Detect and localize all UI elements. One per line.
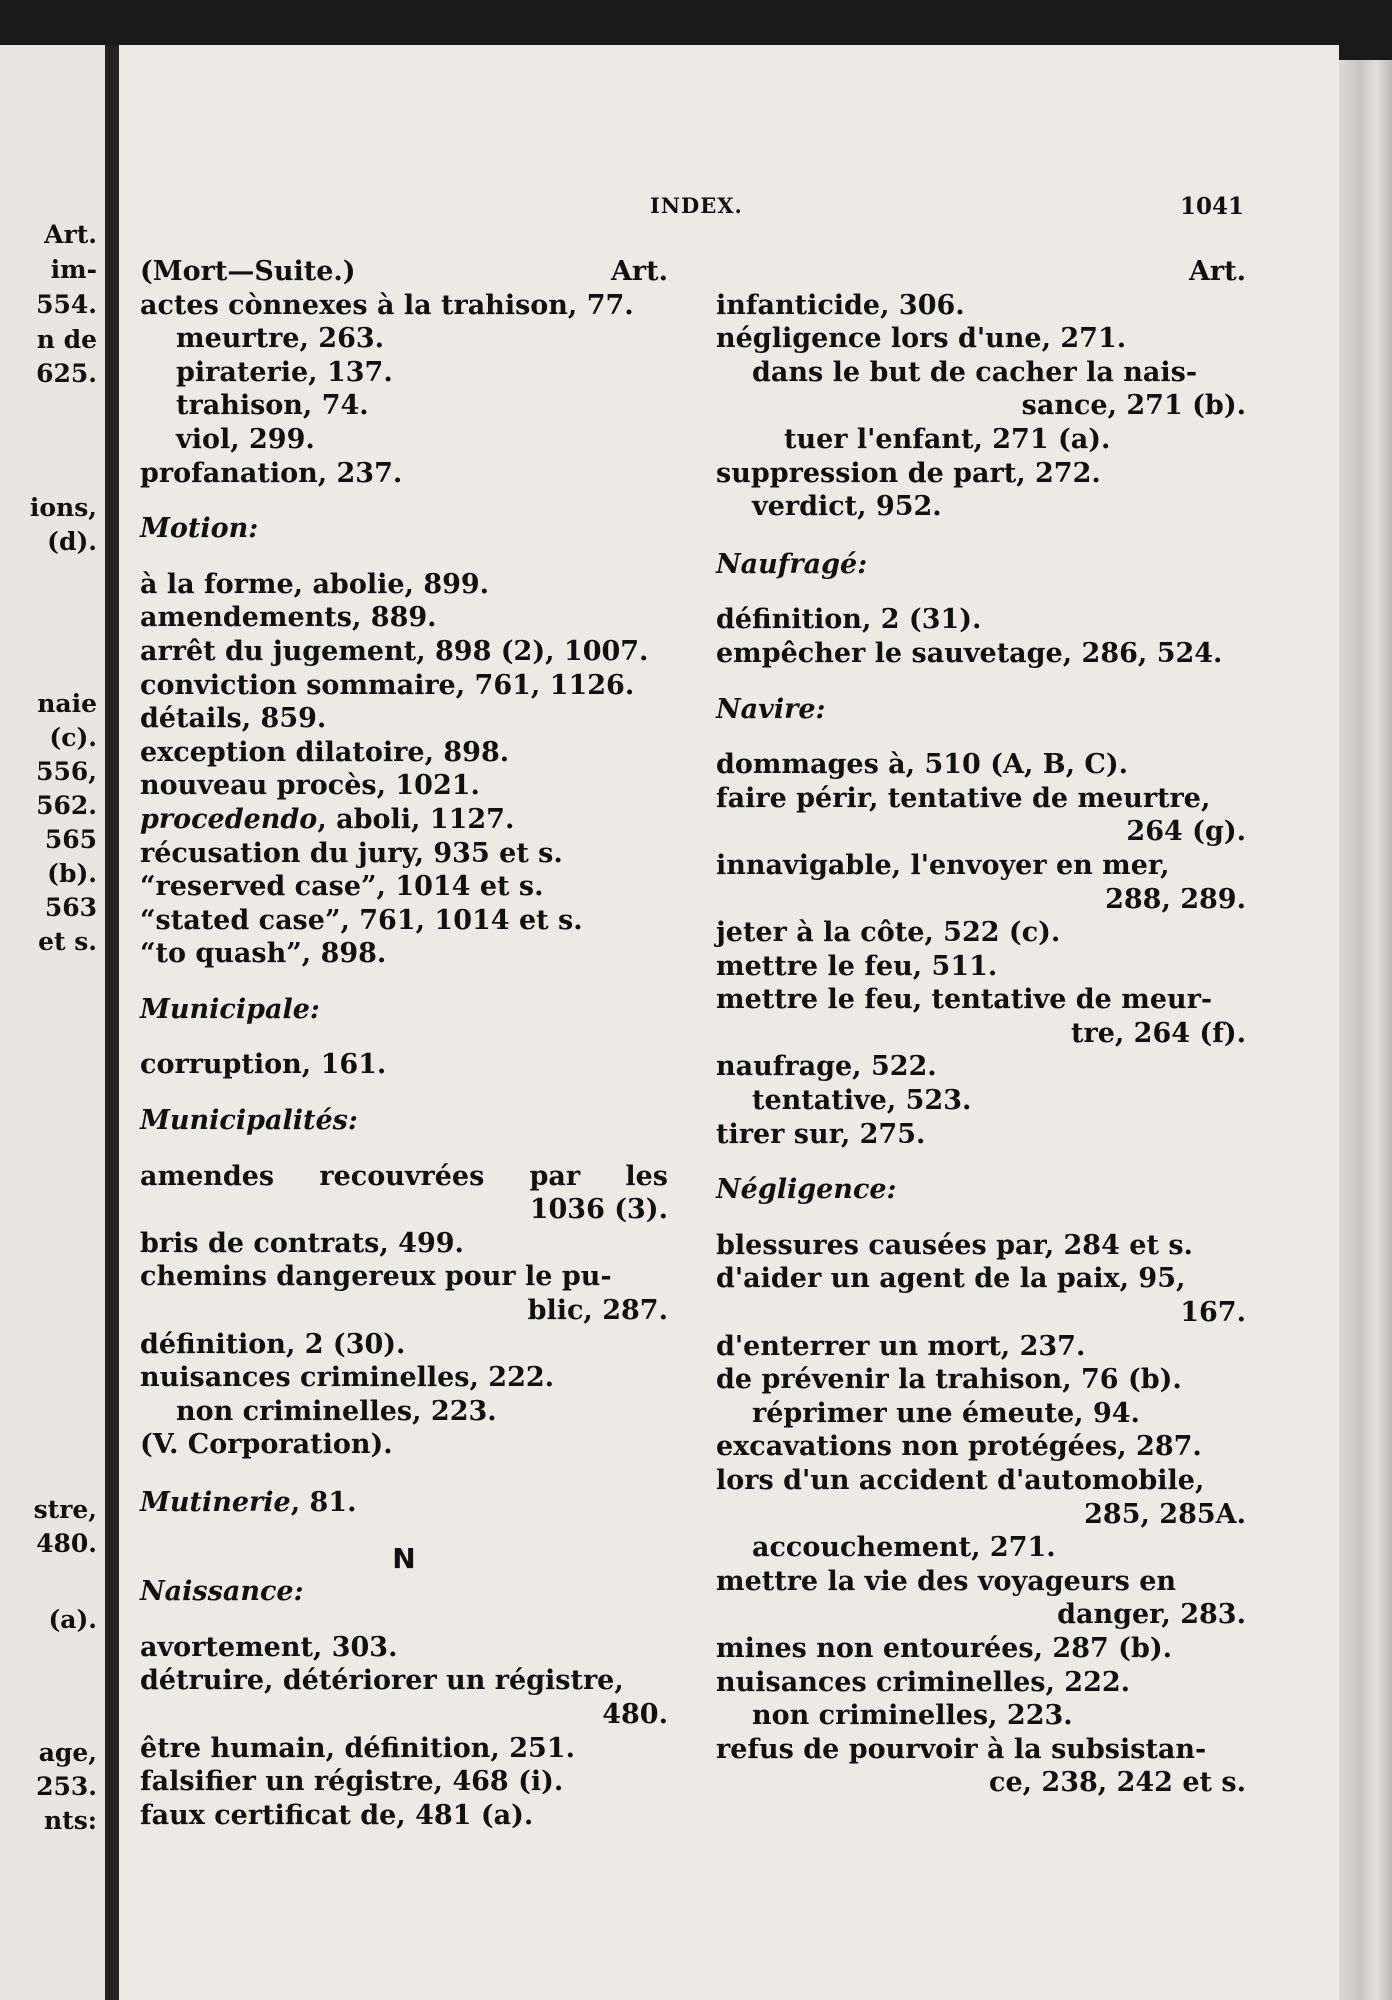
index-entry: négligence lors d'une, 271.: [716, 323, 1127, 355]
index-column-right: [716, 255, 1246, 1800]
index-entry: chemins dangereux pour le pu-: [140, 1261, 612, 1293]
index-entry: d'aider un agent de la paix, 95,: [716, 1263, 1186, 1295]
heading-motion: Motion:: [140, 513, 259, 545]
prev-page-fragment: 625.: [36, 359, 97, 388]
index-entry: nuisances criminelles, 222.: [716, 1666, 1131, 1698]
index-entry: [140, 1160, 668, 1194]
index-entry: mettre la vie des voyageurs en: [716, 1565, 1177, 1597]
index-entry: détails, 859.: [140, 703, 327, 735]
index-entry-ref: 1036 (3).: [529, 1194, 668, 1226]
prev-page-fragment: nts:: [43, 1806, 97, 1835]
index-entry: suppression de part, 272.: [716, 457, 1101, 489]
index-entry: récusation du jury, 935 et s.: [140, 837, 563, 869]
prev-page-fragment: n de: [36, 325, 97, 354]
prev-page-fragment: 480.: [36, 1529, 97, 1558]
word: recouvrées: [319, 1160, 485, 1192]
index-entry: avortement, 303.: [140, 1631, 398, 1663]
index-entry: verdict, 952.: [752, 491, 942, 523]
index-entry: “stated case”, 761, 1014 et s.: [140, 904, 583, 936]
index-entry: définition, 2 (31).: [716, 604, 982, 636]
index-entry-ref: 167.: [1180, 1297, 1246, 1329]
word: les: [625, 1160, 668, 1192]
index-entry: bris de contrats, 499.: [140, 1227, 464, 1259]
heading-naissance: Naissance:: [140, 1576, 304, 1608]
index-entry: corruption, 161.: [140, 1049, 387, 1081]
prev-page-fragment: (b).: [47, 859, 97, 888]
art-label: Art.: [610, 256, 668, 287]
index-entry: excavations non protégées, 287.: [716, 1431, 1202, 1463]
prev-page-fragment: (a).: [48, 1605, 97, 1634]
index-entry: mettre le feu, tentative de meur-: [716, 984, 1213, 1016]
art-label: Art.: [1188, 256, 1246, 287]
prev-page-fragment: 556,: [36, 757, 97, 786]
word: amendes: [140, 1160, 275, 1192]
running-header: INDEX.: [650, 193, 743, 218]
prev-page-fragment: stre,: [33, 1495, 97, 1524]
prev-page-fragment: 562.: [36, 791, 97, 820]
prev-page-fragment: Art.: [44, 220, 97, 249]
index-entry-ref: ce, 238, 242 et s.: [989, 1767, 1246, 1799]
prev-page-fragment: ions,: [29, 493, 97, 522]
index-entry: dommages à, 510 (A, B, C).: [716, 749, 1129, 781]
index-entry: accouchement, 271.: [752, 1532, 1056, 1564]
index-entry: de prévenir la trahison, 76 (b).: [716, 1364, 1182, 1396]
entry-ref: , 81.: [290, 1487, 357, 1518]
index-entry: jeter à la côte, 522 (c).: [716, 917, 1061, 949]
heading-municipalites: Municipalités:: [140, 1105, 358, 1137]
index-entry: “reserved case”, 1014 et s.: [140, 871, 544, 903]
latin-term: procedendo: [140, 803, 318, 835]
index-entry: infanticide, 306.: [716, 289, 965, 321]
index-entry: détruire, détériorer un régistre,: [140, 1665, 624, 1697]
index-entry: définition, 2 (30).: [140, 1328, 406, 1360]
index-entry-ref: 264 (g).: [1126, 816, 1246, 848]
heading-mutinerie: Mutinerie: [140, 1487, 291, 1518]
index-entry: lors d'un accident d'automobile,: [716, 1465, 1205, 1496]
word: par: [529, 1160, 581, 1192]
heading-naufrage: Naufragé:: [716, 548, 868, 580]
entry-ref: , aboli, 1127.: [317, 803, 515, 835]
index-entry: mettre le feu, 511.: [716, 950, 998, 982]
index-entry: empêcher le sauvetage, 286, 524.: [716, 637, 1223, 669]
index-entry-ref: sance, 271 (b).: [1021, 390, 1246, 422]
index-entry-ref: 480.: [602, 1698, 668, 1730]
index-entry: faux certificat de, 481 (a).: [140, 1799, 534, 1831]
heading-negligence: Négligence:: [716, 1174, 897, 1206]
index-entry: [140, 1486, 668, 1520]
index-entry: conviction sommaire, 761, 1126.: [140, 669, 635, 701]
index-entry: non criminelles, 223.: [176, 1395, 497, 1427]
prev-page-fragment: (d).: [47, 527, 97, 556]
index-entry: faire périr, tentative de meurtre,: [716, 782, 1211, 814]
index-entry-ref: 288, 289.: [1105, 883, 1246, 915]
index-entry: blessures causées par, 284 et s.: [716, 1229, 1193, 1261]
prev-page-fragment: 253.: [36, 1772, 97, 1801]
index-entry: dans le but de cacher la nais-: [752, 356, 1198, 388]
heading-navire: Navire:: [716, 693, 826, 725]
index-entry: falsifier un régistre, 468 (i).: [140, 1766, 564, 1798]
prev-page-fragment: age,: [38, 1738, 97, 1767]
index-entry: exception dilatoire, 898.: [140, 736, 510, 768]
prev-page-fragment: naie: [37, 689, 97, 718]
index-entry: refus de pourvoir à la subsistan-: [716, 1733, 1207, 1765]
index-entry-ref: blic, 287.: [527, 1295, 668, 1327]
section-letter: N: [392, 1541, 416, 1575]
index-entry-ref: 285, 285A.: [1084, 1498, 1246, 1530]
prev-page-fragment: et s.: [38, 927, 97, 956]
index-entry: amendements, 889.: [140, 602, 437, 634]
index-entry: être humain, définition, 251.: [140, 1732, 575, 1764]
index-entry: tirer sur, 275.: [716, 1118, 926, 1150]
index-entry: tuer l'enfant, 271 (a).: [784, 423, 1111, 455]
index-entry: meurtre, 263.: [176, 323, 385, 355]
prev-page-fragment: 563: [44, 893, 97, 922]
index-entry: innavigable, l'envoyer en mer,: [716, 849, 1170, 881]
book-gutter: [105, 45, 119, 2000]
index-entry-ref: tre, 264 (f).: [1071, 1017, 1246, 1049]
entry-heading: [140, 255, 668, 289]
prev-page-fragment: im-: [50, 255, 97, 284]
index-entry: mines non entourées, 287 (b).: [716, 1632, 1172, 1664]
index-entry-ref: danger, 283.: [1057, 1599, 1246, 1631]
index-entry: non criminelles, 223.: [752, 1700, 1073, 1732]
index-entry: piraterie, 137.: [176, 356, 393, 388]
index-entry: tentative, 523.: [752, 1085, 972, 1117]
index-entry: d'enterrer un mort, 237.: [716, 1330, 1086, 1362]
index-entry: nuisances criminelles, 222.: [140, 1362, 555, 1394]
index-column-left: [140, 255, 668, 1832]
index-entry: (V. Corporation).: [140, 1429, 393, 1461]
index-entry: à la forme, abolie, 899.: [140, 568, 490, 600]
index-entry: nouveau procès, 1021.: [140, 770, 480, 802]
prev-page-fragment: 565: [44, 825, 97, 854]
index-entry: trahison, 74.: [176, 390, 369, 422]
index-entry: viol, 299.: [176, 423, 315, 455]
index-entry: [140, 803, 668, 837]
index-entry: actes cònnexes à la trahison, 77.: [140, 289, 634, 321]
index-entry: arrêt du jugement, 898 (2), 1007.: [140, 635, 649, 667]
index-entry: naufrage, 522.: [716, 1051, 937, 1083]
index-entry: réprimer une émeute, 94.: [752, 1397, 1140, 1429]
heading-mort: (Mort—Suite.): [140, 256, 356, 287]
page-number: 1041: [1180, 193, 1245, 220]
previous-page-strip: [0, 45, 105, 2000]
heading-municipale: Municipale:: [140, 993, 320, 1025]
page-edges: [1339, 60, 1392, 2000]
prev-page-fragment: 554.: [36, 290, 97, 319]
index-entry: “to quash”, 898.: [140, 938, 387, 970]
prev-page-fragment: (c).: [49, 723, 97, 752]
index-entry: profanation, 237.: [140, 457, 403, 489]
